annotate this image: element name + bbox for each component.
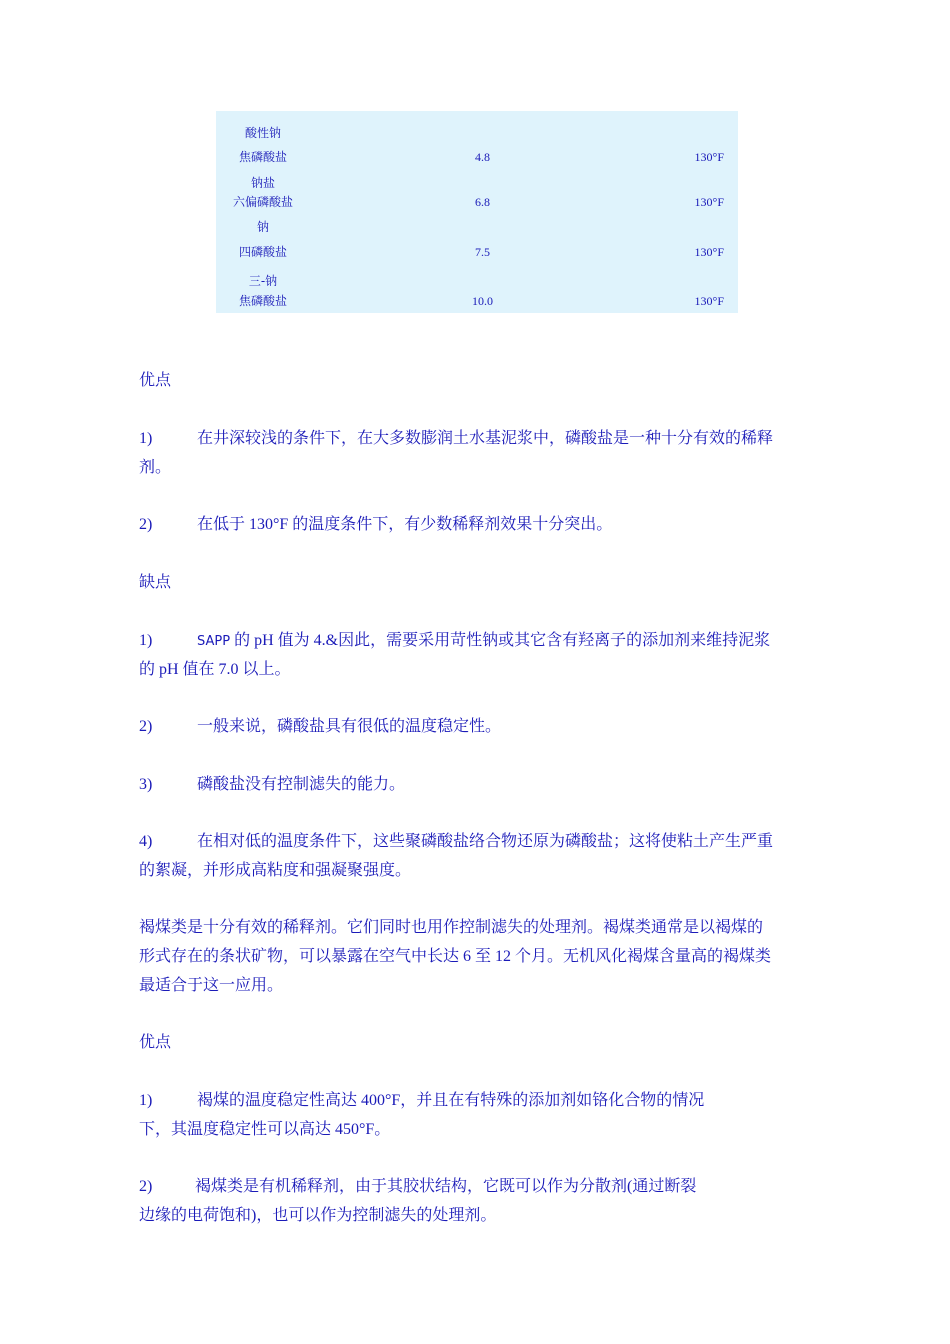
list-number: 2)	[139, 1178, 153, 1195]
list-text-continued: 下，其温度稳定性可以高达 450°F。	[139, 1121, 391, 1138]
list-number: 3)	[139, 776, 153, 793]
list-text-continued: 的 pH 值在 7.0 以上。	[139, 661, 291, 678]
list-number: 2)	[139, 516, 153, 533]
list-text: 一般来说，磷酸盐具有很低的温度稳定性。	[197, 718, 502, 735]
list-item	[139, 424, 819, 453]
list-item	[139, 712, 819, 741]
paragraph: 最适合于这一应用。	[139, 977, 284, 994]
table-cell-name: 四磷酸盐	[238, 245, 287, 259]
section-heading-advantages: 优点	[139, 1034, 172, 1051]
abbreviation: SAPP	[197, 634, 231, 649]
table-cell-temp: 130°F	[694, 245, 724, 259]
table-cell-ph: 7.5	[475, 245, 490, 259]
list-text-continued: 剂。	[139, 459, 172, 476]
list-text-continued: 边缘的电荷饱和)，也可以作为控制滤失的处理剂。	[139, 1207, 497, 1224]
list-item	[139, 510, 819, 539]
table-cell-name: 钠盐	[250, 176, 275, 190]
table-cell-name: 六偏磷酸盐	[232, 195, 293, 209]
table-cell-ph: 6.8	[475, 195, 490, 209]
list-text: 在相对低的温度条件下，这些聚磷酸盐络合物还原为磷酸盐；这将使粘土产生严重	[197, 833, 774, 850]
list-item	[139, 626, 819, 656]
list-item	[139, 1172, 819, 1201]
section-heading-advantages: 优点	[139, 372, 172, 389]
table-cell-ph: 4.8	[475, 150, 490, 164]
paragraph: 形式存在的条状矿物，可以暴露在空气中长达 6 至 12 个月。无机风化褐煤含量高的褐煤类	[139, 948, 772, 965]
list-text: 褐煤类是有机稀释剂，由于其胶状结构，它既可以作为分散剂(通过断裂	[195, 1178, 697, 1195]
list-item	[139, 770, 819, 799]
list-number: 2)	[139, 718, 153, 735]
list-text: 磷酸盐没有控制滤失的能力。	[197, 776, 406, 793]
table-cell-temp: 130°F	[694, 294, 724, 308]
table-cell-temp: 130°F	[694, 150, 724, 164]
paragraph: 褐煤类是十分有效的稀释剂。它们同时也用作控制滤失的处理剂。褐煤类通常是以褐煤的	[139, 919, 764, 936]
list-text: 的 pH 值为 4.&因此，需要采用苛性钠或其它含有羟离子的添加剂来维持泥浆	[230, 632, 771, 649]
table-cell-name: 焦磷酸盐	[238, 294, 287, 308]
table-cell-name: 焦磷酸盐	[238, 150, 287, 164]
list-number: 1)	[139, 1092, 153, 1109]
table-cell-temp: 130°F	[694, 195, 724, 209]
table-cell-name: 三-钠	[248, 274, 278, 288]
table-cell-name: 酸性钠	[244, 126, 281, 140]
list-text: 褐煤的温度稳定性高达 400°F，并且在有特殊的添加剂如铬化合物的情况	[197, 1092, 705, 1109]
list-number: 4)	[139, 833, 153, 850]
list-item	[139, 827, 819, 856]
list-number: 1)	[139, 430, 153, 447]
table-cell-name: 钠	[256, 220, 269, 234]
phosphate-table	[216, 111, 738, 313]
table-cell-ph: 10.0	[472, 294, 493, 308]
section-heading-disadvantages: 缺点	[139, 574, 172, 591]
list-item	[139, 1086, 819, 1115]
list-text-continued: 的絮凝，并形成高粘度和强凝聚强度。	[139, 862, 412, 879]
list-text: 在井深较浅的条件下，在大多数膨润土水基泥浆中，磷酸盐是一种十分有效的稀释	[197, 430, 774, 447]
list-text: 在低于 130°F 的温度条件下，有少数稀释剂效果十分突出。	[197, 516, 613, 533]
list-number: 1)	[139, 632, 153, 649]
